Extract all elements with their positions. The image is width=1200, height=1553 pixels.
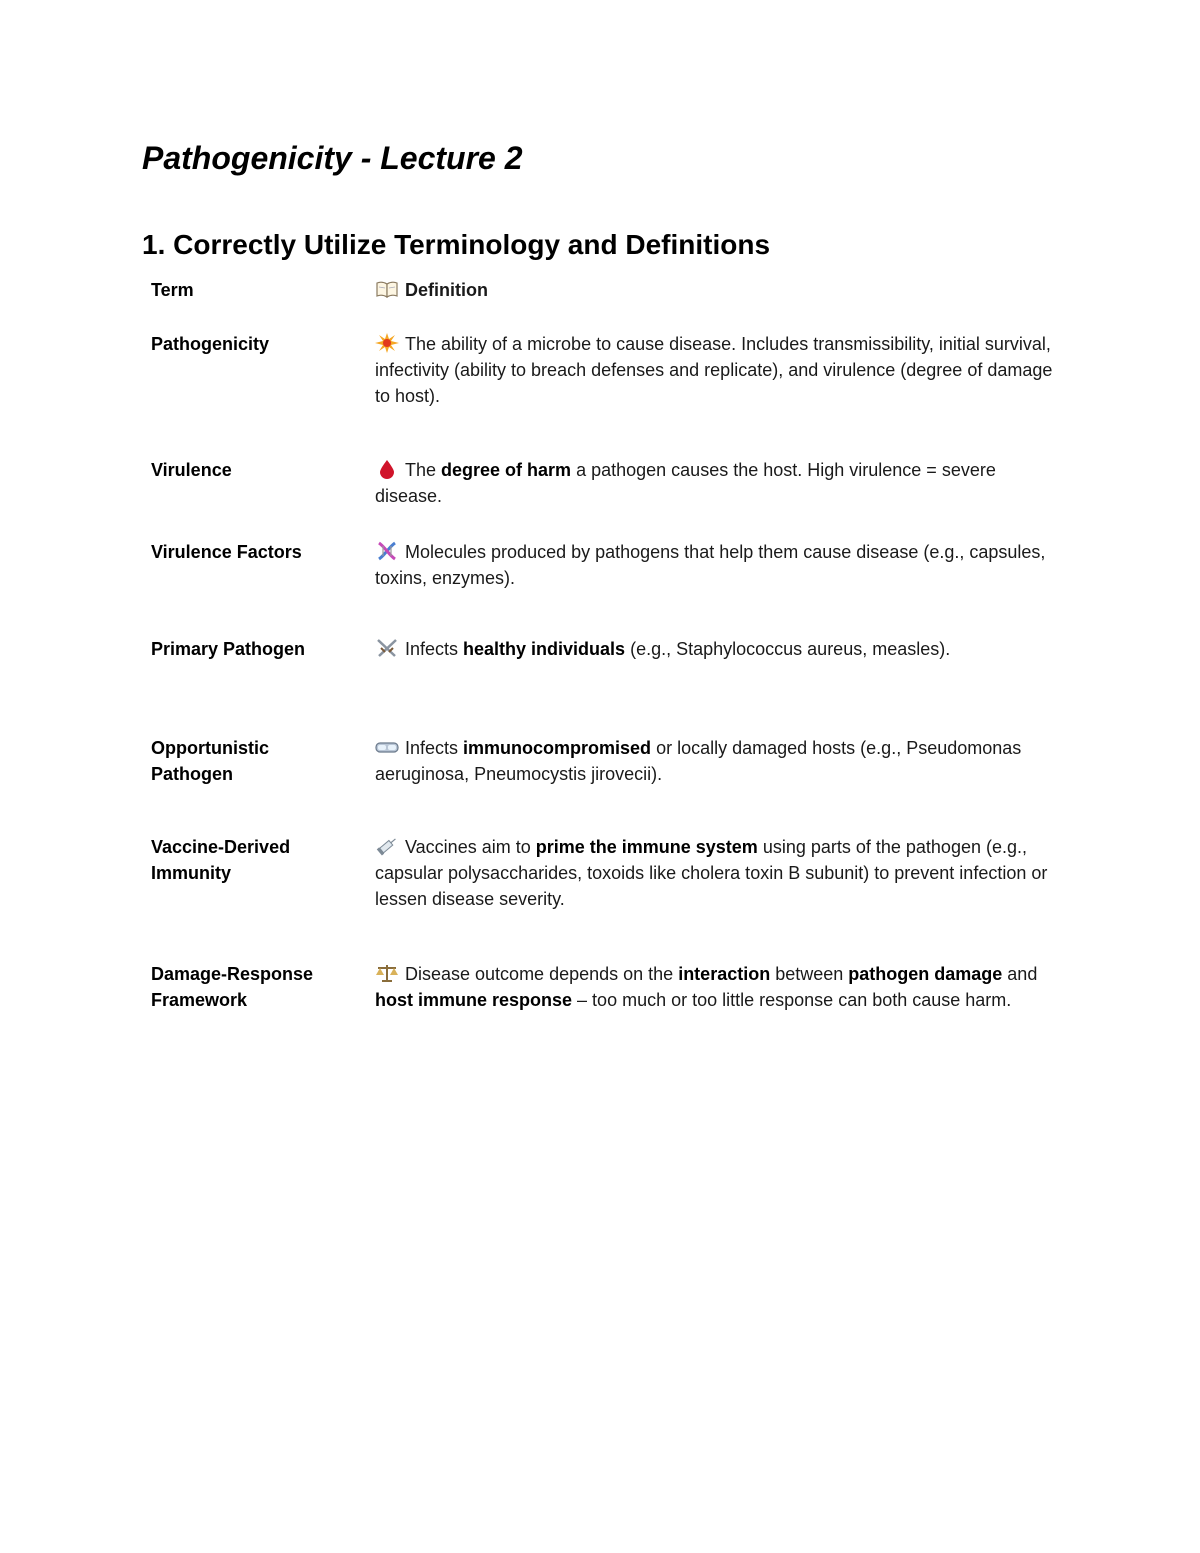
term-cell: Virulence Factors bbox=[151, 542, 302, 562]
definition-text: (e.g., Staphylococcus aureus, measles). bbox=[625, 639, 951, 659]
goggles-icon bbox=[375, 737, 399, 757]
definition-text: – too much or too little response can both cause harm. bbox=[572, 990, 1012, 1010]
definition-text: or locally damaged hosts (e.g., Pseudomonas aeruginosa, Pneumocystis jirovecii). bbox=[375, 738, 1022, 784]
definition-emphasis: healthy individuals bbox=[463, 639, 626, 659]
definition-text: The ability of a microbe to cause disease. Includes transmissibility, initial survival, infectivity (ability to breach defenses and replicate), and virulence (degree of damage to host). bbox=[375, 334, 1053, 406]
explosion-icon bbox=[375, 333, 399, 353]
definition-cell bbox=[375, 539, 1055, 591]
definition-cell bbox=[375, 961, 1055, 1013]
definition-emphasis: interaction bbox=[678, 964, 771, 984]
definition-text: Vaccines aim to bbox=[405, 837, 536, 857]
definition-header-label: Definition bbox=[405, 280, 488, 300]
term-cell: Vaccine-Derived Immunity bbox=[151, 837, 291, 883]
definition-cell bbox=[375, 834, 1055, 912]
document-title: Pathogenicity - Lecture 2 bbox=[142, 140, 523, 176]
definition-emphasis: degree of harm bbox=[441, 460, 572, 480]
term-column-header: Term bbox=[151, 280, 194, 300]
dna-icon bbox=[375, 541, 399, 561]
term-cell: Pathogenicity bbox=[151, 334, 270, 354]
definition-emphasis: prime the immune system bbox=[535, 837, 758, 857]
definition-text: and bbox=[1002, 964, 1038, 984]
balance-scale-icon bbox=[375, 963, 399, 983]
definition-emphasis: immunocompromised bbox=[463, 738, 652, 758]
definition-cell bbox=[375, 331, 1055, 409]
term-cell: Damage-Response Framework bbox=[151, 964, 314, 1010]
term-cell: Opportunistic Pathogen bbox=[151, 738, 269, 784]
definition-text: Disease outcome depends on the bbox=[405, 964, 679, 984]
definition-text: Molecules produced by pathogens that help them cause disease (e.g., capsules, toxins, enzymes). bbox=[375, 542, 1046, 588]
definition-cell bbox=[375, 735, 1055, 787]
definition-column-header bbox=[375, 277, 1055, 303]
definition-emphasis: host immune response bbox=[375, 990, 573, 1010]
term-cell: Virulence bbox=[151, 460, 232, 480]
section-heading: 1. Correctly Utilize Terminology and Definitions bbox=[142, 229, 771, 260]
book-icon bbox=[375, 279, 399, 299]
definition-text: a pathogen causes the host. High virulence = severe disease. bbox=[375, 460, 996, 506]
definition-cell bbox=[375, 457, 1055, 509]
definition-text: between bbox=[770, 964, 849, 984]
definition-emphasis: pathogen damage bbox=[848, 964, 1003, 984]
definition-text: using parts of the pathogen (e.g., capsular polysaccharides, toxoids like cholera toxin B subunit) to prevent infection or lessen disease severity. bbox=[375, 837, 1048, 909]
definition-text: Infects bbox=[405, 738, 464, 758]
definition-text: Infects bbox=[405, 639, 464, 659]
syringe-icon bbox=[375, 836, 399, 856]
definition-text: The bbox=[405, 460, 442, 480]
blood-drop-icon bbox=[375, 459, 399, 479]
term-cell: Primary Pathogen bbox=[151, 639, 306, 659]
crossed-swords-icon bbox=[375, 638, 399, 658]
definition-cell bbox=[375, 636, 1055, 662]
